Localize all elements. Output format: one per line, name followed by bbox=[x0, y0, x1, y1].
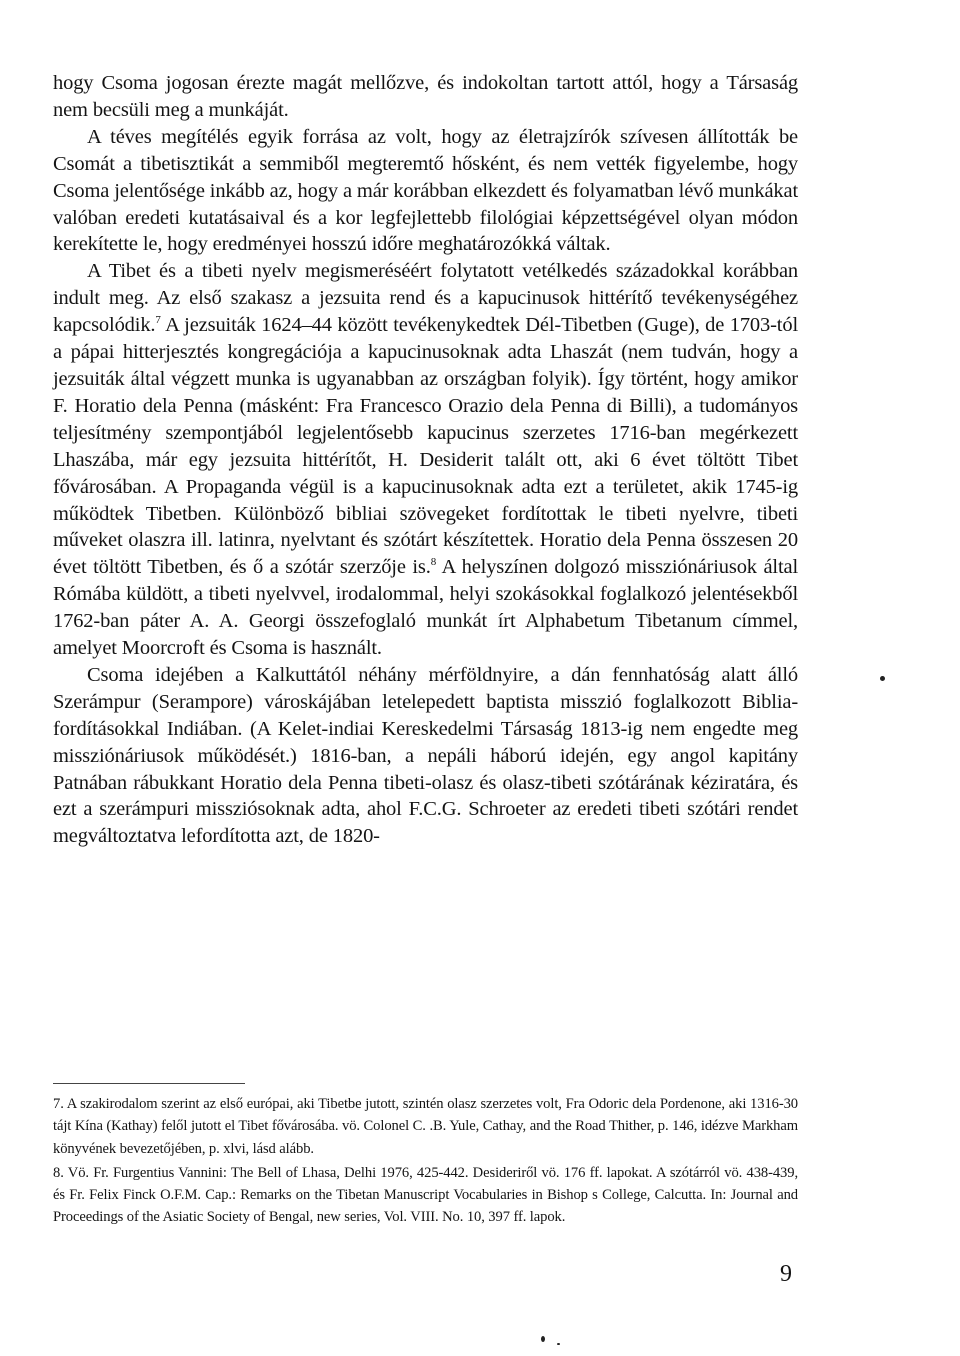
paragraph-3-text: A Tibet és a tibeti nyelv megismeréséért folytatott vetélkedés századokkal korábban indult meg. Az első szakasz a jezsuita rend és a kapucinusok hittérítő tevékenységéhez kapcsolódik. bbox=[53, 260, 798, 337]
page-number: 9 bbox=[780, 1261, 792, 1287]
paragraph-1: hogy Csoma jogosan érezte magát mellőzve, és indokoltan tartott attól, hogy a Társaság nem becsüli meg a munkáját. bbox=[53, 72, 798, 121]
footnote-divider bbox=[53, 1083, 245, 1084]
paragraph-3-end: A helyszínen dolgozó missziónáriusok által Rómába küldött, a tibeti nyelvvel, irodalommal, helyi szokásokkal foglalkozó jelentésekből 1762-ban páter A. A. Georgi összefoglaló munkát írt Alphabetum Tibetanum címmel, amelyet Moorcroft és Csoma is használt. bbox=[53, 556, 798, 660]
paragraph-3 bbox=[53, 258, 798, 662]
scan-speck bbox=[880, 676, 885, 681]
footnote-7: 7. A szakirodalom szerint az első európai, aki Tibetbe jutott, szintén olasz szerzetes volt, Fra Odoric dela Pordenone, aki 1316-30 tájt Kína (Kathay) felől jutott el Tibet fővárosába. vö. Colonel C. .B. Yule, Cathay, and the Road Thither, p. 146, idézve Markham könyvének bevezetőjében, p. xlvi, lásd alább. bbox=[53, 1096, 798, 1157]
scan-speck bbox=[541, 1336, 545, 1342]
footnotes bbox=[53, 1093, 798, 1231]
footnote-ref-7: 7 bbox=[155, 314, 161, 327]
paragraph-4: Csoma idejében a Kalkuttától néhány mérföldnyire, a dán fennhatóság alatt álló Szerámpur (Serampore) városkájában letelepedett baptista misszió foglalkozott Biblia-fordításokkal Indiában. (A Kelet-indiai Kereskedelmi Társaság 1813-ig nem engedte meg missziónáriusok működését.) 1816-ban, a nepáli háború idején, egy angol kapitány Patnában rábukkant Horatio dela Penna tibeti-olasz és olasz-tibeti szótárának kéziratára, és ezt a szerámpuri missziósoknak adta, ahol F.C.G. Schroeter az eredeti tibeti szótári rendet megváltoztatva lefordította azt, de 1820- bbox=[53, 663, 798, 848]
paragraph-3-continued: A jezsuiták 1624–44 között tevékenykedtek Dél-Tibetben (Guge), de 1703-tól a pápai hitterjesztés kongregációja a kapucinusoknak adta Lhaszát (nem tudván, hogy a jezsuiták által végzett munka is ugyanabban az országban folyik). Így történt, hogy amikor F. Horatio dela Penna (másként: Fra Francesco Orazio dela Penna di Billi), a tudományos teljesítmény szempontjából legjelentősebb kapucinus szerzetes 1716-ban megérkezett Lhaszába, már egy jezsuita hittérítőt, H. Desiderit talált ott, aki 6 évet töltött Tibet fővárosában. A Propaganda végül is a kapucinusoknak adta ezt a területet, akik 1745-ig működtek Tibetben. Különböző bibliai szövegeket fordítottak le tibeti nyelvre, tibeti műveket olaszra ill. latinra, nyelvtant és szótárt készítettek. Horatio dela Penna összesen 20 évet töltött Tibetben, és ő a szótár szerzője is. bbox=[53, 314, 798, 579]
paragraph-2: A téves megítélés egyik forrása az volt, hogy az életrajzírók szívesen állították be Csomát a tibetisztikát a semmiből megteremtő hősként, és nem vették figyelembe, hogy Csoma jelentősége inkább az, hogy a már korábban elkezdett és folyamatban lévő munkákat valóban eredeti kutatásaival és a kor legfejlettebb filológiai képzettségével olyan módon kerekítette le, hogy eredményei hosszú időre meghatározókká váltak. bbox=[53, 125, 798, 256]
body-text bbox=[53, 70, 798, 850]
scan-speck bbox=[557, 1343, 560, 1345]
footnote-ref-8: 8 bbox=[430, 556, 437, 569]
footnote-8: 8. Vö. Fr. Furgentius Vannini: The Bell of Lhasa, Delhi 1976, 425-442. Desideriről vö. 176 ff. lapokat. A szótárról vö. 438-439, és Fr. Felix Finck O.F.M. Cap.: Remarks on the Tibetan Manuscript Vocabularies in Bishop s College, Calcutta. In: Journal and Proceedings of the Asiatic Society of Bengal, new series, Vol. VIII. No. 10, 397 ff. lapok. bbox=[53, 1164, 798, 1226]
